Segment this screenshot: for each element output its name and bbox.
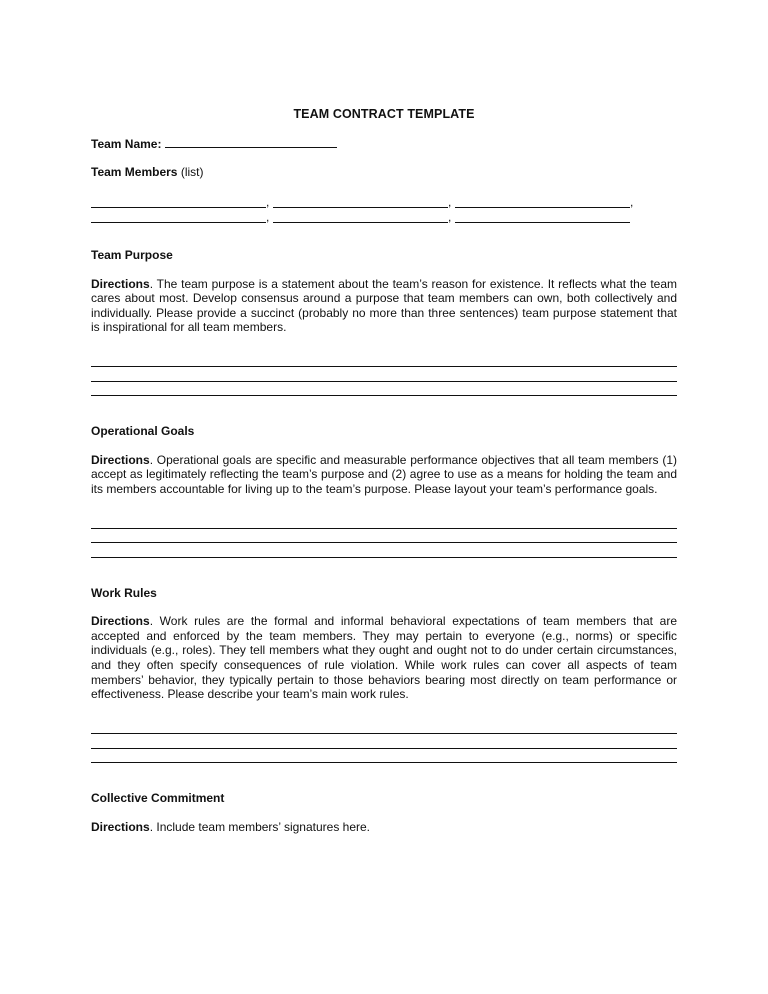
answer-line[interactable] xyxy=(91,543,677,557)
member-blank[interactable] xyxy=(273,196,448,208)
member-blank[interactable] xyxy=(91,196,266,208)
answer-line[interactable] xyxy=(91,734,677,748)
team-name-label: Team Name: xyxy=(91,136,162,151)
comma-separator: , xyxy=(266,209,270,224)
directions-label: Directions xyxy=(91,819,150,834)
comma-separator: , xyxy=(266,195,270,210)
member-blank[interactable] xyxy=(455,211,630,223)
answer-line[interactable] xyxy=(91,529,677,543)
answer-line[interactable] xyxy=(91,367,677,381)
comma-separator: , xyxy=(448,209,452,224)
section-heading-team-purpose: Team Purpose xyxy=(91,247,173,262)
member-blank[interactable] xyxy=(91,211,266,223)
team-members-row xyxy=(91,194,677,209)
directions-text: . The team purpose is a statement about the team’s reason for existence. It reflects what the team cares about most. Develop consensus around a purpose that team members can own, both collectively and individually. Please provide a succinct (probably no more than three sentences) team purpose statement that is inspirational for all team members. xyxy=(91,276,677,335)
directions-text: . Include team members’ signatures here. xyxy=(149,819,371,834)
team-members-list xyxy=(91,194,677,223)
team-members-row xyxy=(91,208,677,223)
team-purpose-answer-lines xyxy=(91,353,677,396)
directions-label: Directions xyxy=(91,614,150,629)
team-members-hint: (list) xyxy=(180,165,204,180)
team-name-blank[interactable] xyxy=(165,136,337,148)
directions-text: . Work rules are the formal and informal behavioral expectations of team members that are accepted and enforced by the team members. They may pertain to everyone (e.g., norms) or specific individuals (e.g., roles). They tell members what they ought and ought not to do under certain circumstances, and they often specify consequences of rule violation. While work rules can cover all aspects of team members’ behavior, they typically pertain to those behaviors bearing most directly on team performance or effectiveness. Please describe your team’s main work rules. xyxy=(91,614,677,702)
section-heading-work-rules: Work Rules xyxy=(91,585,157,600)
directions-label: Directions xyxy=(91,452,150,467)
operational-goals-directions xyxy=(91,453,677,497)
comma-separator: , xyxy=(630,195,634,210)
section-heading-collective-commitment: Collective Commitment xyxy=(91,790,225,805)
answer-line[interactable] xyxy=(91,382,677,396)
section-heading-operational-goals: Operational Goals xyxy=(91,424,195,439)
team-purpose-directions xyxy=(91,277,677,335)
work-rules-directions xyxy=(91,614,677,702)
work-rules-answer-lines xyxy=(91,720,677,763)
directions-text: . Operational goals are specific and measurable performance objectives that all team members (1) accept as legitimately reflecting the team’s purpose and (2) agree to use as a means for holding the team and its members accountable for living up to the team’s purpose. Please layout your team’s performance goals. xyxy=(91,452,677,496)
document-title: TEAM CONTRACT TEMPLATE xyxy=(293,107,475,121)
answer-line[interactable] xyxy=(91,514,677,528)
member-blank[interactable] xyxy=(455,196,630,208)
team-members-heading xyxy=(91,165,677,180)
directions-label: Directions xyxy=(91,276,150,291)
answer-line[interactable] xyxy=(91,353,677,367)
member-blank[interactable] xyxy=(273,211,448,223)
operational-goals-answer-lines xyxy=(91,514,677,557)
collective-commitment-directions xyxy=(91,820,677,835)
answer-line[interactable] xyxy=(91,749,677,763)
answer-line[interactable] xyxy=(91,720,677,734)
document-content xyxy=(91,107,677,852)
comma-separator: , xyxy=(448,195,452,210)
team-members-label: Team Members xyxy=(91,165,178,180)
team-name-field xyxy=(91,136,677,152)
